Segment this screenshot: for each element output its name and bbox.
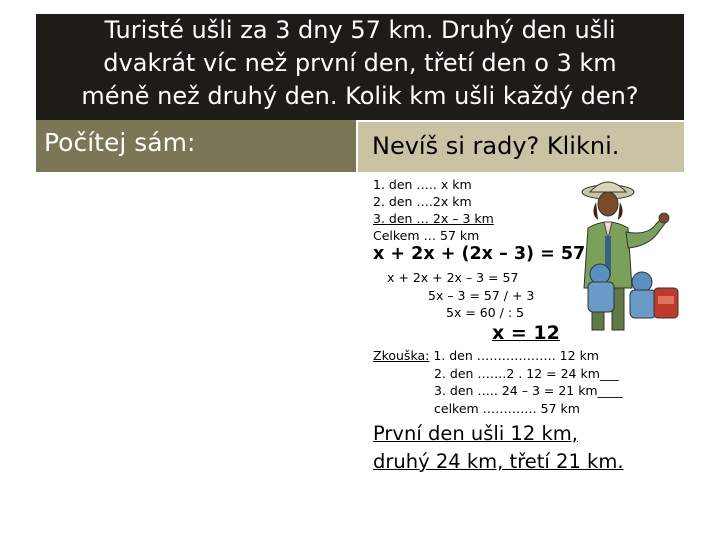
title-line-2: dvakrát víc než první den, třetí den o 3 km	[103, 49, 617, 77]
equation-step-3: 5x = 60 / : 5	[446, 305, 524, 320]
final-answer	[373, 420, 624, 476]
calculate-yourself-button[interactable]	[36, 120, 356, 172]
step-day-2: 2. den ….2x km	[373, 194, 472, 209]
help-click-label: Nevíš si rady? Klikni.	[372, 132, 620, 160]
title-line-1: Turisté ušli za 3 dny 57 km. Druhý den ušli	[104, 16, 616, 44]
verification-day-3: 3. den ….. 24 – 3 = 21 km____	[434, 383, 623, 398]
verification-day-2: 2. den …….2 . 12 = 24 km___	[434, 365, 619, 381]
page-title	[36, 14, 684, 113]
step-total: Celkem … 57 km	[373, 228, 480, 243]
verification-label: Zkouška:	[373, 348, 430, 363]
verification	[373, 347, 623, 417]
verification-day-1: 1. den ………………. 12 km	[429, 348, 599, 363]
equation-result: x = 12	[492, 322, 560, 344]
title-line-3: méně než druhý den. Kolik km ušli každý den?	[81, 82, 639, 110]
day-steps	[373, 176, 494, 244]
help-click-button[interactable]	[358, 122, 684, 172]
main-equation: x + 2x + (2x – 3) = 57	[373, 244, 586, 264]
tour-guide-with-children-icon	[578, 178, 686, 338]
answer-line-1: První den ušli 12 km,	[373, 422, 578, 445]
calculate-yourself-label: Počítej sám:	[44, 128, 196, 157]
equation-step-1: x + 2x + 2x – 3 = 57	[387, 270, 519, 285]
answer-line-2: druhý 24 km, třetí 21 km.	[373, 450, 624, 473]
verification-total: celkem …………. 57 km	[434, 400, 580, 416]
equation-step-2: 5x – 3 = 57 / + 3	[428, 288, 535, 303]
step-day-3: 3. den … 2x – 3 km	[373, 211, 494, 226]
step-day-1: 1. den ….. x km	[373, 177, 472, 192]
